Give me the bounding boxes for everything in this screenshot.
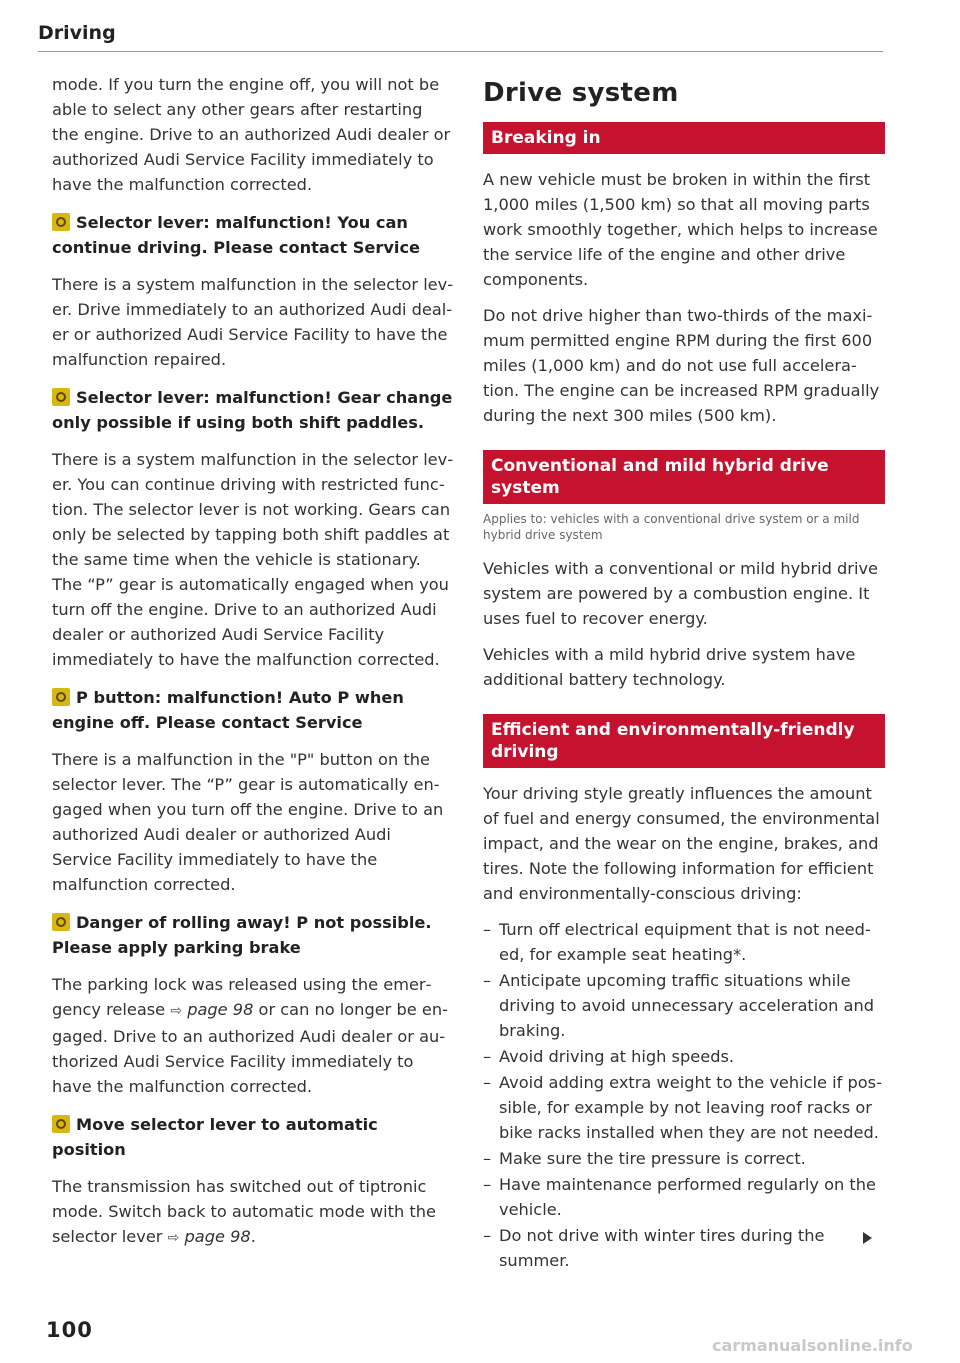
warning-heading-3 — [52, 685, 454, 735]
warning-heading-1-text: Selector lever: malfunction! You can continue driving. Please contact Service — [52, 213, 421, 257]
section-title: Drive system — [483, 78, 679, 108]
list-item: – Turn off electrical equipment that is not needed, for example seat heating*. — [483, 917, 885, 967]
warning-heading-2-text: Selector lever: malfunction! Gear change only possible if using both shift paddles. — [52, 388, 453, 432]
warning-lamp-icon — [52, 913, 70, 931]
list-item: – Anticipate upcoming traffic situations while driving to avoid unnecessary acceleration and braking. — [483, 968, 885, 1043]
warning-1-text: There is a system malfunction in the selector lever. Drive immediately to an authorized Audi dealer or authorized Audi Service Facility to have the malfunction repaired. — [52, 275, 454, 369]
subsection-bar-drive-system: Conventional and mild hybrid drive system — [483, 450, 885, 504]
applies-to-note: Applies to: vehicles with a conventional drive system or a mild hybrid drive system — [483, 512, 860, 542]
header-divider — [38, 51, 883, 52]
right-column — [483, 72, 885, 1274]
warning-lamp-icon — [52, 1115, 70, 1133]
warning-heading-4 — [52, 910, 454, 960]
page-ref-arrow-icon: ⇨ — [167, 1230, 180, 1246]
paragraph-intro: mode. If you turn the engine off, you will not be able to select any other gears after restarting the engine. Drive to an authorized Audi dealer or authorized Audi Service Facility immediately to have the malfunction corrected. — [52, 75, 451, 194]
list-item: – Avoid adding extra weight to the vehicle if possible, for example by not leaving roof racks or bike racks installed when they are not needed. — [483, 1070, 885, 1145]
running-header: Driving — [38, 22, 116, 44]
warning-4-text-b: or can no longer be engaged. Drive to an authorized Audi dealer or authorized Audi Service Facility immediately to have the malfunction corrected. — [52, 1000, 448, 1096]
warning-lamp-icon — [52, 688, 70, 706]
page-reference-link[interactable]: page 98 — [187, 1000, 254, 1019]
subsection-bar-breaking-in: Breaking in — [483, 122, 885, 154]
warning-heading-2 — [52, 385, 454, 435]
watermark: carmanualsonline.info — [712, 1336, 913, 1355]
subsection-bar-efficient-driving: Efficient and environmentally-friendly driving — [483, 714, 885, 768]
drive-system-paragraph-1: Vehicles with a conventional or mild hybrid drive system are powered by a combustion engine. It uses fuel to recover energy. — [483, 559, 878, 628]
page-ref-arrow-icon: ⇨ — [170, 1003, 183, 1019]
page-number: 100 — [46, 1318, 93, 1342]
warning-5-text-a: The transmission has switched out of tiptronic mode. Switch back to automatic mode with the selector lever — [52, 1177, 436, 1246]
warning-4-text — [52, 972, 454, 1099]
warning-heading-1 — [52, 210, 454, 260]
warning-2-text: There is a system malfunction in the selector lever. You can continue driving with restricted function. The selector lever is not working. Gears can only be selected by tapping both shift paddles at the same time when the vehicle is stationary. The “P” gear is automatically engaged when you turn off the engine. Drive to an authorized Audi dealer or authorized Audi Service Facility immediately to have the malfunction corrected. — [52, 450, 454, 669]
efficient-driving-list — [483, 917, 885, 1273]
warning-lamp-icon — [52, 388, 70, 406]
breaking-in-paragraph-1: A new vehicle must be broken in within the first 1,000 miles (1,500 km) so that all moving parts work smoothly together, which helps to increase the service life of the engine and other drive components. — [483, 170, 878, 289]
warning-heading-5-text: Move selector lever to automatic position — [52, 1115, 378, 1159]
list-item: – Make sure the tire pressure is correct. — [483, 1146, 885, 1171]
warning-heading-3-text: P button: malfunction! Auto P when engine off. Please contact Service — [52, 688, 404, 732]
warning-5-text-b: . — [250, 1227, 256, 1246]
warning-4-text-a: The parking lock was released using the emergency release — [52, 975, 432, 1019]
warning-heading-5 — [52, 1112, 454, 1162]
warning-3-text: There is a malfunction in the "P" button on the selector lever. The “P” gear is automatically engaged when you turn off the engine. Drive to an authorized Audi dealer or authorized Audi Service Facility immediately to have the malfunction corrected. — [52, 750, 444, 894]
list-item: – Do not drive with winter tires during the summer. — [483, 1223, 885, 1273]
list-item: – Have maintenance performed regularly on the vehicle. — [483, 1172, 885, 1222]
warning-5-text — [52, 1174, 454, 1251]
drive-system-paragraph-2: Vehicles with a mild hybrid drive system have additional battery technology. — [483, 645, 856, 689]
left-column — [52, 72, 454, 1262]
warning-lamp-icon — [52, 213, 70, 231]
list-item: – Avoid driving at high speeds. — [483, 1044, 885, 1069]
continue-arrow-icon — [863, 1232, 872, 1244]
breaking-in-paragraph-2: Do not drive higher than two-thirds of the maximum permitted engine RPM during the first 600 miles (1,000 km) and do not use full acceleration. The engine can be increased RPM gradually during the next 300 miles (500 km). — [483, 306, 880, 425]
page-reference-link[interactable]: page 98 — [184, 1227, 251, 1246]
warning-heading-4-text: Danger of rolling away! P not possible. Please apply parking brake — [52, 913, 432, 957]
efficient-driving-paragraph: Your driving style greatly influences the amount of fuel and energy consumed, the environmental impact, and the wear on the engine, brakes, and tires. Note the following information for efficient and environmentally-conscious driving: — [483, 784, 880, 903]
